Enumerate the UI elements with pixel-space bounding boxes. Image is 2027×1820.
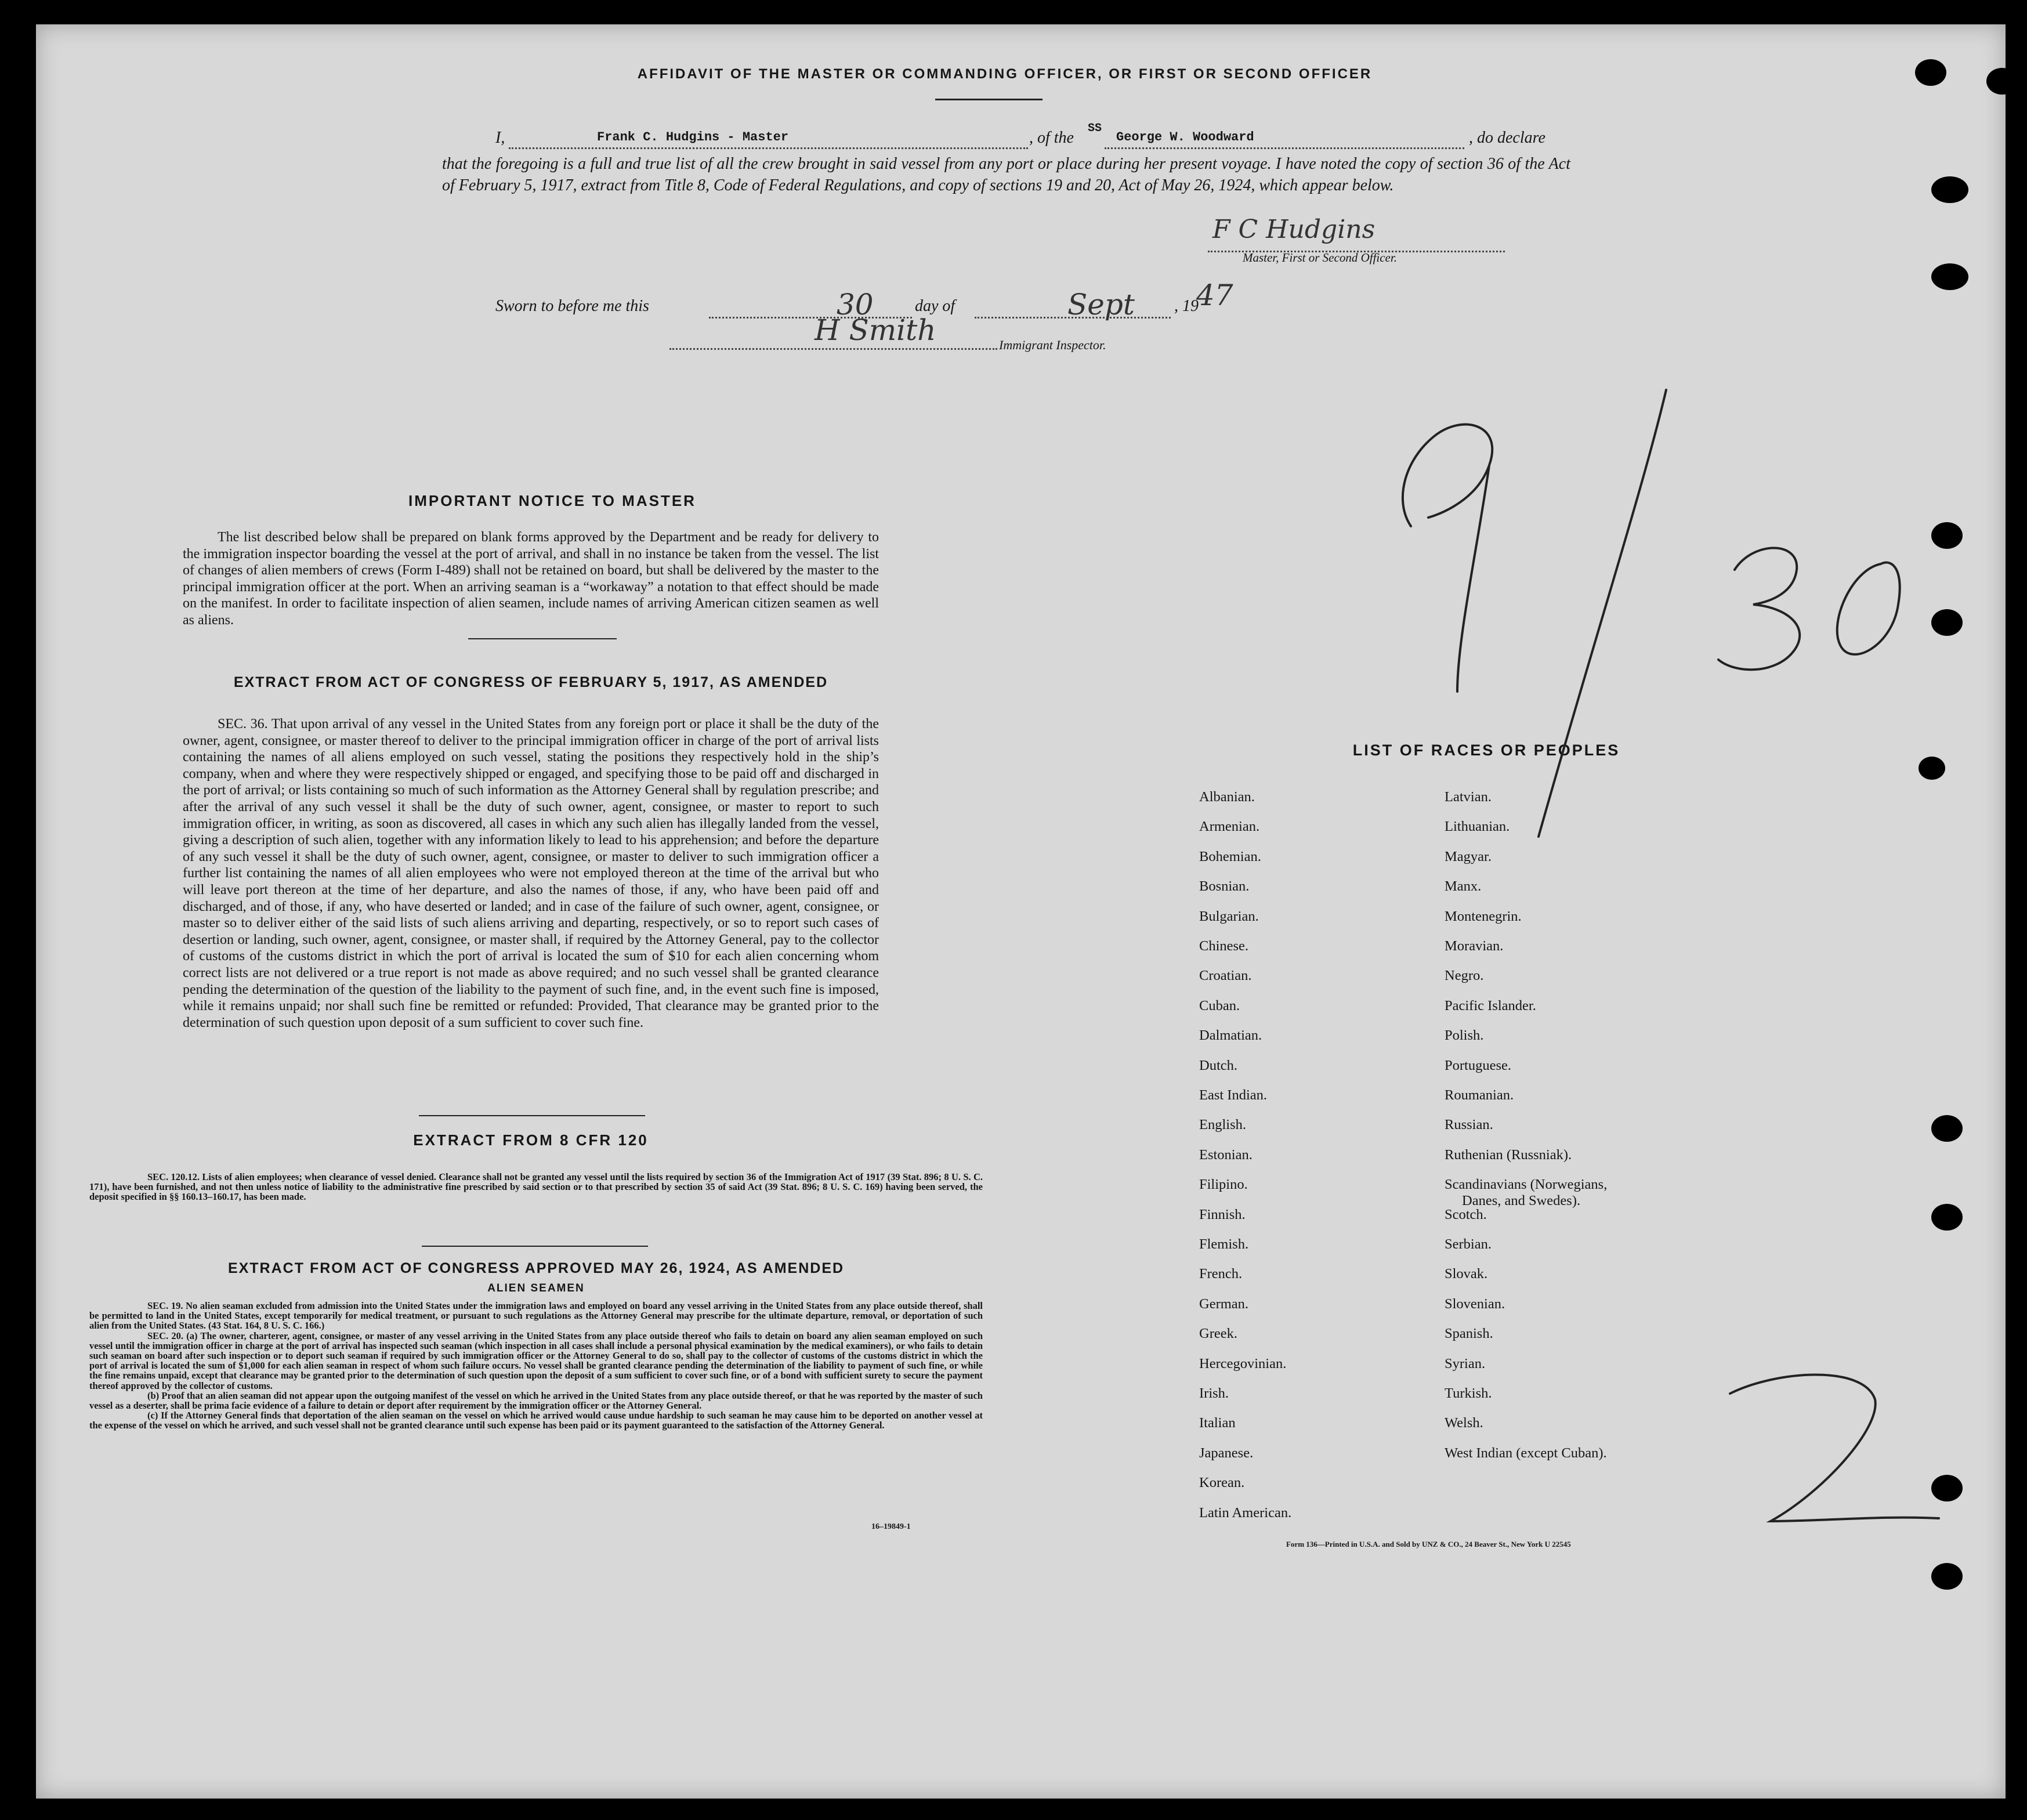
punch-hole (1931, 1115, 1963, 1142)
declaration-text: that the foregoing is a full and true list of all the crew brought in said vessel from any port or place during her present voyage. I have noted the copy of section 36 of the Act of February 5, 1917, extract from Title 8, Code of Federal Regulations, and copy of sections 19 and 20, Act of May 26, 1924, which appear below. (442, 155, 1570, 194)
sworn-year: 47 (1196, 278, 1233, 312)
punch-hole (1931, 522, 1963, 549)
race-item: Bosnian. (1199, 878, 1250, 895)
race-item: Spanish. (1445, 1326, 1493, 1342)
race-item: Albanian. (1199, 789, 1255, 805)
extract-1924-heading: EXTRACT FROM ACT OF CONGRESS APPROVED MAY 26, 1924, AS AMENDED (227, 1260, 845, 1276)
extract-1917-heading: EXTRACT FROM ACT OF CONGRESS OF FEBRUARY 5, 1917, AS AMENDED (233, 674, 828, 690)
race-item: West Indian (except Cuban). (1445, 1445, 1607, 1461)
sworn-label: Sworn to before me this (495, 297, 649, 315)
sec-20: SEC. 20. (a) The owner, charterer, agent, consignee, or master of any vessel arriving in the United States from any place outside thereof who fails to detain on board any alien seaman employed on such vessel until the immigration officer in charge at the port of arrival has inspected such seaman (which inspection in all cases shall include a personal physical examination by the medical examiners), or who fails to detain such seaman on board after such inspection or to deport such seaman if required by such immigration officer or the Attorney General to do so, shall pay to the collector of customs of the customs district in which the port of arrival is located the sum of $1,000 for each alien seaman in respect of whom such failure occurs. No vessel shall be granted clearance pending the determination of the liability to payment of such fine, or while the fine remains unpaid, except that clearance may be granted prior to the determination of such question upon the deposit of a sum sufficient to cover such fine, or of a bond with sufficient surety to secure the payment thereof approved by the collector of customs. (89, 1330, 983, 1391)
race-item: Roumanian. (1445, 1087, 1514, 1103)
race-item: Slovenian. (1445, 1296, 1505, 1312)
race-item: Portuguese. (1445, 1057, 1511, 1073)
punch-hole (1986, 68, 2018, 95)
declaration-i: I, (495, 129, 505, 147)
race-item: Cuban. (1199, 997, 1240, 1014)
race-item: Syrian. (1445, 1355, 1486, 1372)
race-item: Welsh. (1445, 1415, 1483, 1431)
punch-hole (1931, 609, 1963, 636)
race-item: Negro. (1445, 968, 1484, 984)
race-item: Magyar. (1445, 848, 1492, 864)
race-item: Hercegovinian. (1199, 1355, 1287, 1372)
name-field: Frank C. Hudgins - Master (509, 128, 1028, 149)
sworn-month-field: Sept (975, 297, 1171, 319)
race-item: Slovak. (1445, 1266, 1488, 1282)
handwritten-mark (1718, 548, 1800, 670)
race-item: Lithuanian. (1445, 819, 1510, 835)
race-item: Finnish. (1199, 1206, 1246, 1222)
race-item: Latvian. (1445, 789, 1492, 805)
race-item: Moravian. (1445, 938, 1504, 954)
notice-text: The list described below shall be prepared on blank forms approved by the Department and be ready for delivery to the immigration inspector boarding the vessel at the port of arrival, and shall in no instance be taken from the vessel. The list of changes of alien members of crews (Form I-489) shall not be retained on board, but shall be delivered by the master to the principal immigration officer at the port. When an arriving seaman is a “workaway” a notation to that effect should be made on the manifest. In order to facilitate inspection of alien seamen, include names of arriving American citizen seamen as well as aliens. (183, 530, 879, 628)
race-item: German. (1199, 1296, 1249, 1312)
race-item: Korean. (1199, 1475, 1245, 1491)
notice-heading: IMPORTANT NOTICE TO MASTER (408, 492, 696, 509)
punch-hole (1931, 1475, 1963, 1501)
extract-1924-text (89, 1301, 983, 1431)
punch-hole (1919, 757, 1945, 780)
race-item: Russian. (1445, 1117, 1493, 1133)
sec-20-c: (c) If the Attorney General finds that deportation of the alien seaman on the vessel on which he arrived would cause undue hardship to such seaman he may cause him to be deported on another vessel at the expense of the vessel on which he arrived, and such vessel shall not be granted clearance until such expense has been paid or its payment guaranteed to the satisfaction of the Attorney General. (89, 1410, 983, 1431)
inspector-label: Immigrant Inspector. (999, 338, 1106, 352)
form-code: 16–19849-1 (871, 1522, 911, 1531)
handwritten-mark (1403, 425, 1492, 692)
punch-hole (1931, 176, 1968, 203)
divider (419, 1115, 645, 1116)
divider (935, 99, 1043, 100)
punch-hole (1931, 1204, 1963, 1231)
divider (422, 1246, 648, 1247)
handwritten-mark (1539, 390, 1666, 837)
race-item: Chinese. (1199, 938, 1249, 954)
race-item: Turkish. (1445, 1385, 1492, 1401)
sec-19: SEC. 19. No alien seaman excluded from admission into the United States under the immigration laws and employed on board any vessel arriving in the United States from any place outside thereof, shall be permitted to land in the United States, except temporarily for medical treatment, or pursuant to such regulations as the Attorney General may prescribe for the ultimate departure, removal, or deportation of such alien from the United States. (43 Stat. 164, 8 U. S. C. 166.) (89, 1300, 983, 1331)
extract-cfr-text: SEC. 120.12. Lists of alien employees; when clearance of vessel denied. Clearance shall not be granted any vessel until the lists required by section 36 of the Immigration Act of 1917 (39 Stat. 896; 8 U. S. C. 171), have been furnished, and not then unless notice of liability to the administrative fine prescribed by said section or to that prescribed by section 35 of said Act (39 Stat. 896; 8 U. S. C. 169) having been served, the deposit specified in §§ 160.13–160.17, has been made. (89, 1171, 983, 1203)
race-item: French. (1199, 1266, 1243, 1282)
vessel-field: George W. Woodward (1105, 128, 1464, 149)
master-signature: F C Hudgins (1212, 215, 1376, 244)
race-item: Ruthenian (Russniak). (1445, 1146, 1572, 1163)
do-declare: , do declare (1469, 129, 1545, 147)
races-heading: LIST OF RACES OR PEOPLES (1352, 741, 1620, 759)
divider (468, 638, 617, 639)
race-item: Manx. (1445, 878, 1482, 895)
race-item: Montenegrin. (1445, 908, 1522, 924)
extract-1917-text: SEC. 36. That upon arrival of any vessel in the United States from any foreign port or place it shall be the duty of the owner, agent, consignee, or master thereof to deliver to the principal immigration officer in charge of the port of arrival lists containing the names of all aliens employed on such vessel, stating the positions they respectively hold in the ship’s company, when and where they were respectively shipped or engaged, and specifying those to be paid off and discharged in the port of arrival; or lists containing so much of such information as the Attorney General shall by regulation prescribe; and after the arrival of any such vessel it shall be the duty of such owner, agent, consignee, or master to report to such immigration officer, in writing, as soon as discovered, all cases in which any such alien has illegally landed from the vessel, giving a description of such alien, together with any information likely to lead to his apprehension; and before the departure of any such vessel it shall be the duty of such owner, agent, consignee, or master to deliver to such immigration officer a further list containing the names of all alien employees who were not employed thereon at the time of the arrival but who will leave port thereon at the time of her departure, and also the names of those, if any, who have been paid off and discharged, and of those, if any, who have deserted or landed; and in case of the failure of such owner, agent, consignee, or master so to deliver either of the said lists of such aliens arriving and departing, respectively, or so to report such cases of desertion or landing, such owner, agent, consignee, or master shall, if required by the Attorney General, pay to the collector of customs of the customs district in which the port of arrival is located the sum of $10 for each alien concerning whom correct lists are not delivered or a true report is not made as above required; and no such vessel shall be granted clearance pending the determination of the question of the liability to the payment of such fine, and, in the event such fine is imposed, while it remains unpaid; nor shall such fine be remitted or refunded: Provided, That clearance may be granted prior to the determination of such question upon deposit of a sum sufficient to cover such fine. (183, 717, 879, 1030)
race-item: Bohemian. (1199, 848, 1261, 864)
race-item: Scotch. (1445, 1206, 1487, 1222)
handwritten-annotation (1370, 372, 1950, 1649)
race-item: Polish. (1445, 1027, 1484, 1044)
race-item: Scandinavians (Norwegians, (1445, 1177, 1608, 1193)
punch-hole (1915, 59, 1946, 86)
printer-footer: Form 136—Printed in U.S.A. and Sold by UNZ & CO., 24 Beaver St., New York U 22545 (1286, 1540, 1571, 1548)
race-item: Croatian. (1199, 968, 1252, 984)
inspector-signature-line: H Smith (669, 326, 997, 350)
race-item: Armenian. (1199, 819, 1260, 835)
race-item: Dalmatian. (1199, 1027, 1262, 1044)
handwritten-mark (1730, 1375, 1939, 1522)
sec-20-b: (b) Proof that an alien seaman did not appear upon the outgoing manifest of the vessel on which he arrived in the United States from any place outside thereof, or that he was reported by the master of such vessel as a deserter, shall be prima facie evidence of a failure to detain or deport after requirement by the immigration officer or the Attorney General. (89, 1390, 983, 1412)
handwritten-mark (1837, 563, 1900, 654)
document-page (36, 24, 2006, 1799)
race-item: Flemish. (1199, 1236, 1249, 1252)
sworn-day-field: 30 (709, 297, 912, 319)
race-item: Greek. (1199, 1326, 1237, 1342)
sworn-year-prefix: , 19 (1174, 297, 1199, 315)
punch-hole (1931, 1563, 1963, 1590)
race-item: East Indian. (1199, 1087, 1268, 1103)
race-item: Latin American. (1199, 1504, 1292, 1521)
race-item: Estonian. (1199, 1146, 1253, 1163)
ss-prefix: SS (1088, 122, 1102, 135)
extract-1924-subheading: ALIEN SEAMEN (487, 1282, 585, 1294)
race-item: Filipino. (1199, 1177, 1248, 1193)
declaration-of-the: , of the (1029, 129, 1074, 147)
race-item: Dutch. (1199, 1057, 1237, 1073)
punch-hole (1931, 263, 1968, 290)
race-item: Danes, and Swedes). (1462, 1193, 1581, 1209)
race-item: Irish. (1199, 1385, 1229, 1401)
master-signature-label: Master, First or Second Officer. (1243, 251, 1397, 265)
extract-cfr-heading: EXTRACT FROM 8 CFR 120 (413, 1131, 649, 1149)
race-item: English. (1199, 1117, 1246, 1133)
race-item: Pacific Islander. (1445, 997, 1536, 1014)
sworn-day-of: day of (915, 297, 955, 315)
race-item: Bulgarian. (1199, 908, 1259, 924)
affidavit-title: AFFIDAVIT OF THE MASTER OR COMMANDING OFFICER, OR FIRST OR SECOND OFFICER (637, 66, 1373, 82)
race-item: Serbian. (1445, 1236, 1492, 1252)
race-item: Japanese. (1199, 1445, 1254, 1461)
race-item: Italian (1199, 1415, 1236, 1431)
